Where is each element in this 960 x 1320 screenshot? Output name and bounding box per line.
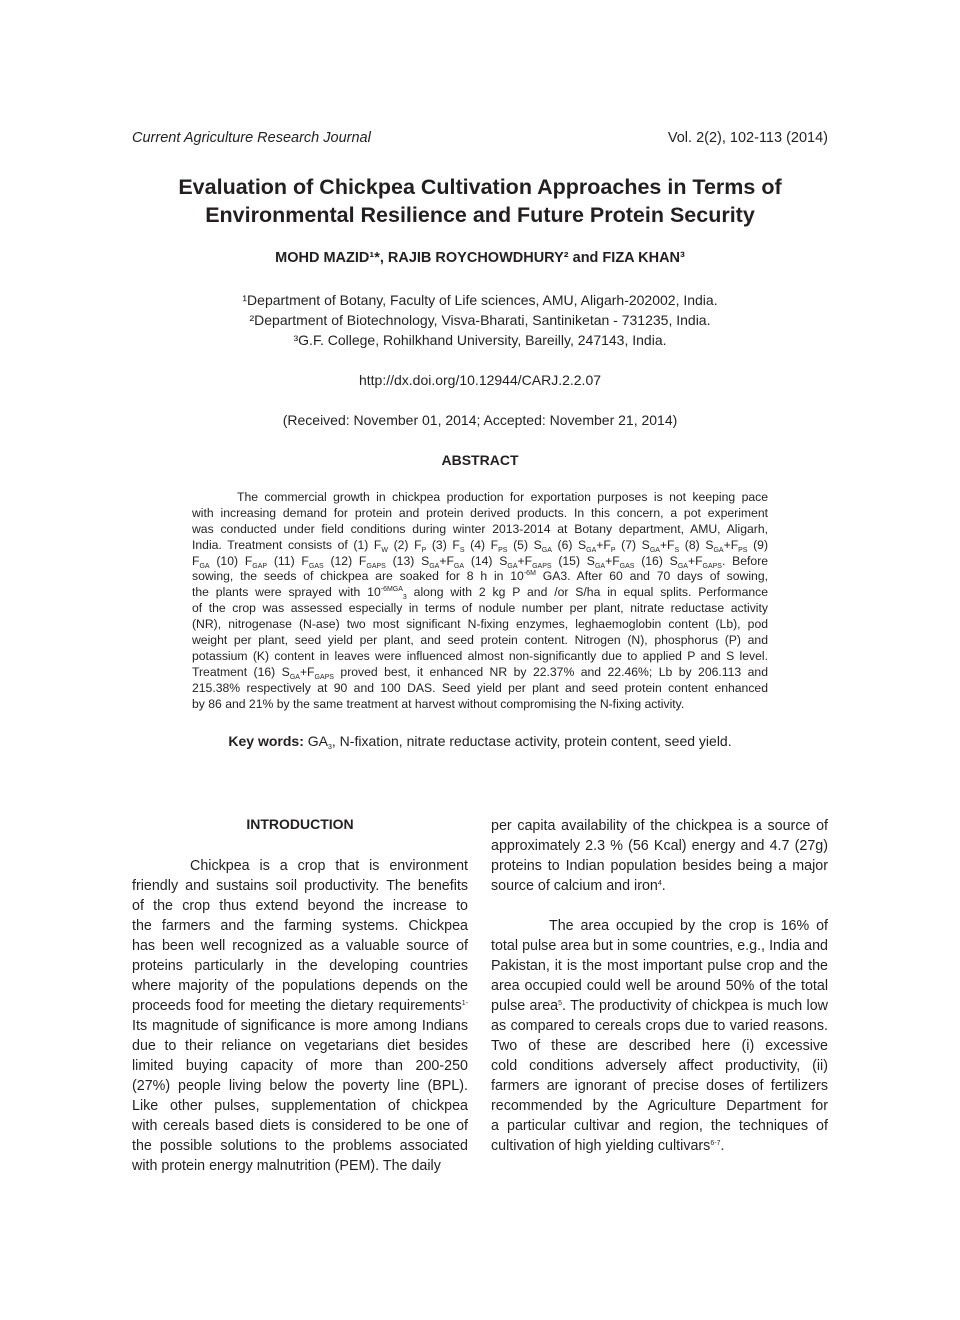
paragraph-line: the possible solutions to the problems associated (132, 1138, 468, 1154)
paragraph-line: pulse area$^5$. The productivity of chickpea is much low (491, 998, 828, 1014)
paragraph-line: total pulse area but in some countries, e.g., India and (491, 938, 828, 954)
paragraph-line: The area occupied by the crop is 16% of (549, 918, 828, 934)
paragraph-line: recommended by the Agriculture Department for (491, 1098, 828, 1114)
abstract-line: the plants were sprayed with $10^{-6MGA}_3$ along with 2 kg P and /or S/ha in equal splits. Performance (192, 585, 768, 602)
paragraph-line: Pakistan, it is the most important pulse crop and the (491, 958, 828, 974)
abstract-line: of the crop was assessed especially in terms of nodule number per plant, nitrate reductase activity (192, 601, 768, 616)
abstract-line: The commercial growth in chickpea production for exportation purposes is not keeping pace (237, 490, 768, 504)
journal-name: Current Agriculture Research Journal (132, 130, 371, 146)
keywords-label: Key words: (228, 733, 304, 749)
author-list: MOHD MAZID¹*, RAJIB ROYCHOWDHURY² and FIZA KHAN³ (275, 250, 685, 266)
title-line-2: Environmental Resilience and Future Protein Security (205, 203, 755, 227)
paragraph-line: Chickpea is a crop that is environment (190, 858, 468, 874)
introduction-heading: INTRODUCTION (246, 816, 354, 832)
title-line-1: Evaluation of Chickpea Cultivation Approaches in Terms of (178, 175, 782, 199)
received-accepted-dates: (Received: November 01, 2014; Accepted: November 21, 2014) (282, 412, 678, 428)
abstract-line: sowing, the seeds of chickpea are soaked for 8 h in $10^{-6M}$ GA3. After 60 and 70 days of sowing, (192, 569, 768, 584)
paragraph-line: area occupied could well be around 50% of the total (491, 978, 828, 994)
paragraph-line: with cereals based diets is considered to be one of (132, 1118, 468, 1134)
paragraph-line: the farmers and the farming systems. Chickpea (132, 918, 468, 934)
abstract-line: $F_{GA}$ (10) $F_{GAP}$ (11) $F_{GAS}$ (12) $F_{GAPS}$ (13) $S_{GA}+F_{GA}$ (14) $S_{GA}+F_{GAPS}$ (15) $S_{GA}+F_{GAS}$ (16) $S_{GA}+F_{GAPS}$. Before (192, 553, 768, 570)
keywords (80, 733, 880, 749)
volume-info: Vol. 2(2), 102-113 (2014) (667, 130, 828, 146)
paragraph-line: friendly and sustains soil productivity. The benefits (132, 878, 468, 894)
paragraph-line: farmers are ignorant of precise doses of fertilizers (491, 1078, 828, 1094)
paragraph-line: proteins to Indian population besides being a major (491, 858, 828, 874)
paragraph-line: due to their reliance on vegetarians diet besides (132, 1038, 468, 1054)
abstract-line: potassium (K) content in leaves were influenced almost non-significantly due to applied P and S level. (192, 648, 768, 663)
paragraph-line: (27%) people living below the poverty line (BPL). (132, 1078, 468, 1094)
paragraph-line: cold conditions adversely affect productivity, (ii) (491, 1058, 828, 1074)
paper-title (80, 173, 880, 229)
paragraph-line: per capita availability of the chickpea is a source of (491, 818, 828, 834)
abstract-line: was conducted under field conditions during winter 2013-2014 at Botany department, AMU, Aligarh, (192, 521, 768, 536)
doi-link[interactable]: http://dx.doi.org/10.12944/CARJ.2.2.07 (358, 372, 602, 388)
paragraph-line: cultivation of high yielding cultivars$^{6-7}$. (491, 1138, 725, 1154)
abstract-heading: ABSTRACT (441, 452, 519, 468)
paragraph-line: with protein energy malnutrition (PEM). The daily (132, 1158, 441, 1174)
abstract-line: India. Treatment consists of (1) $F_W$ (2) $F_P$ (3) $F_S$ (4) $F_{PS}$ (5) $S_{GA}$ (6) $S_{GA}+F_P$ (7) $S_{GA}+F_S$ (8) $S_{GA}+F_{PS}$ (9) (192, 537, 768, 554)
paragraph-line: a particular cultivar and region, the techniques of (491, 1118, 828, 1134)
affiliation-1: ¹Department of Botany, Faculty of Life sciences, AMU, Aligarh-202002, India. (242, 292, 718, 308)
paragraph-line: Its magnitude of significance is more among Indians (132, 1018, 468, 1034)
introduction-left-column (132, 856, 468, 1176)
abstract-body (192, 490, 768, 712)
affiliation-2: ²Department of Biotechnology, Visva-Bharati, Santiniketan - 731235, India. (249, 312, 711, 328)
abstract-line: with increasing demand for protein and protein derived products. In this concern, a pot experiment (192, 505, 768, 520)
paragraph-line: as compared to cereals crops due to varied reasons. (491, 1018, 828, 1034)
paragraph-line: proceeds food for meeting the dietary requirements$^{1-}$ (132, 998, 468, 1014)
introduction-right-paragraph-2 (491, 916, 828, 1156)
affiliation-3: ³G.F. College, Rohilkhand University, Bareilly, 247143, India. (293, 332, 667, 348)
paragraph-line: source of calcium and iron$^4$. (491, 878, 666, 894)
paragraph-line: Like other pulses, supplementation of chickpea (132, 1098, 468, 1114)
paragraph-line: Two of these are described here (i) excessive (491, 1038, 828, 1054)
paragraph-line: where majority of the populations depends on the (132, 978, 468, 994)
introduction-right-paragraph-1 (491, 816, 828, 896)
keywords-text: $GA_3$, N-fixation, nitrate reductase activity, protein content, seed yield. (307, 733, 732, 751)
paragraph-line: approximately 2.3 % (56 Kcal) energy and 4.7 (27g) (491, 838, 828, 854)
abstract-line: Treatment (16) $S_{GA}+F_{GAPS}$ proved best, it enhanced NR by 22.37% and 22.46%; Lb by 206.113 and (192, 664, 768, 681)
paragraph-line: proteins particularly in the developing countries (132, 958, 468, 974)
abstract-line: weight per plant, seed yield per plant, and seed protein content. Nitrogen (N), phosphorus (P) and (192, 633, 768, 648)
paragraph-line: of the crop thus extend beyond the increase to (132, 898, 468, 914)
paragraph-line: has been well recognized as a valuable source of (132, 938, 468, 954)
abstract-line: 215.38% respectively at 90 and 100 DAS. Seed yield per plant and seed protein content enhanced (192, 680, 768, 695)
paragraph-line: limited buying capacity of more than 200-250 (132, 1058, 468, 1074)
abstract-line: by 86 and 21% by the same treatment at harvest without compromising the N-fixing activity. (192, 696, 685, 711)
abstract-line: (NR), nitrogenase (N-ase) two most significant N-fixing enzymes, leghaemoglobin content (Lb), pod (192, 617, 768, 632)
